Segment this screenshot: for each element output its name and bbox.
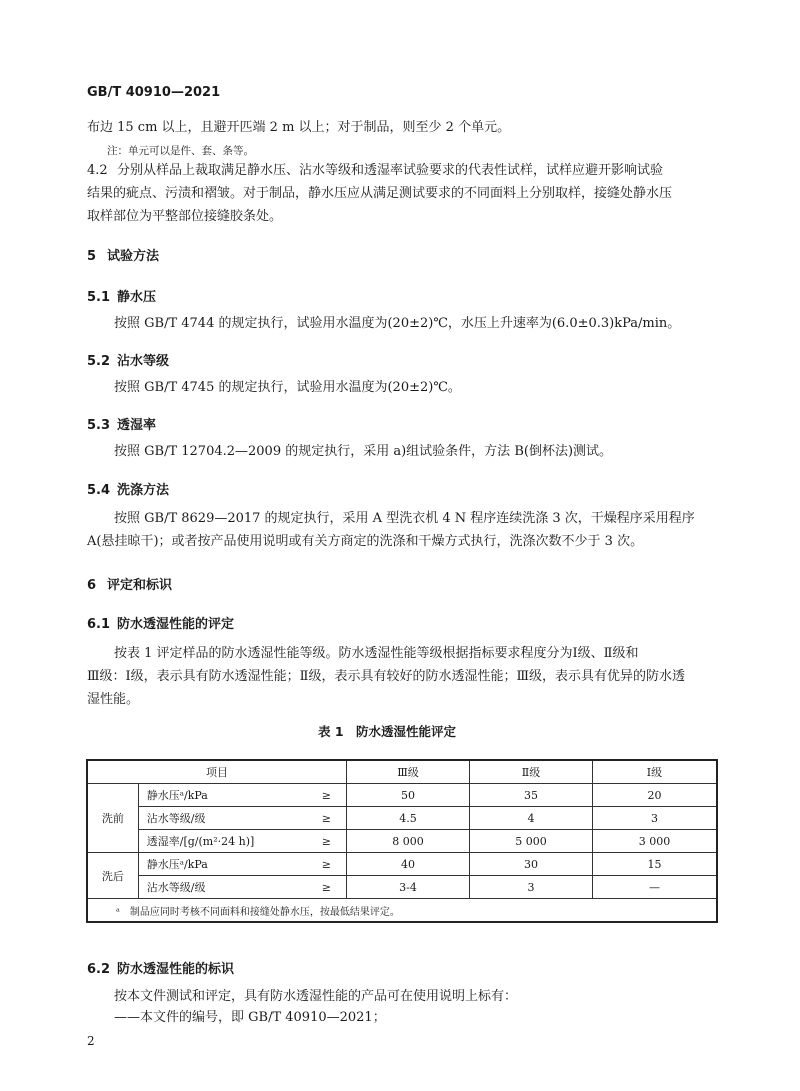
- section-5-1-text: 按照 GB/T 4744 的规定执行，试验用水温度为(20±2)℃，水压上升速率为(6.0±0.3)kPa/min。: [114, 316, 681, 331]
- section-title: 静水压: [117, 290, 157, 305]
- paragraph-line: 布边 15 cm 以上，且避开匹端 2 m 以上；对于制品，则至少 2 个单元。: [87, 120, 511, 135]
- cell-grade-1: 15: [592, 853, 717, 876]
- table-header-row: [87, 760, 717, 784]
- row-item: 静水压ᵃ/kPa: [138, 784, 306, 807]
- table-row: [87, 784, 717, 807]
- cell-grade-3: 8 000: [347, 830, 470, 853]
- ge-symbol: ≥: [307, 784, 347, 807]
- section-title: 防水透湿性能的标识: [117, 962, 235, 977]
- table-footnote: ᵃ 制品应同时考核不同面料和接缝处静水压，按最低结果评定。: [87, 899, 717, 923]
- note: 注：单元可以是件、套、条等。: [107, 145, 254, 157]
- section-5-2-text: 按照 GB/T 4745 的规定执行，试验用水温度为(20±2)℃。: [114, 380, 461, 395]
- header-grade-2: Ⅱ级: [469, 760, 592, 784]
- section-5-heading: [87, 245, 159, 264]
- section-6-1-line2: Ⅲ级：Ⅰ级，表示具有防水透湿性能；Ⅱ级，表示具有较好的防水透湿性能；Ⅲ级，表示具有优异的防水透: [87, 669, 686, 684]
- section-number: 6.1: [87, 617, 111, 632]
- table-row: [87, 807, 717, 830]
- section-title: 沾水等级: [117, 354, 170, 369]
- cell-grade-3: 3-4: [347, 876, 470, 899]
- section-5-2-heading: [87, 350, 169, 369]
- section-5-4-line2: A(悬挂晾干)；或者按产品使用说明或有关方商定的洗涤和干燥方式执行，洗涤次数不少于 3 次。: [87, 534, 644, 549]
- clause-4-2-line1: [87, 160, 663, 182]
- table-row: [87, 876, 717, 899]
- row-item: 沾水等级/级: [138, 807, 306, 830]
- group-before-wash: 洗前: [87, 784, 138, 853]
- row-item: 静水压ᵃ/kPa: [138, 853, 306, 876]
- table-caption: 表 1 防水透湿性能评定: [318, 724, 457, 739]
- ge-symbol: ≥: [307, 876, 347, 899]
- section-number: 5: [87, 249, 97, 264]
- cell-grade-3: 50: [347, 784, 470, 807]
- clause-4-2-line2: 结果的疵点、污渍和褶皱。对于制品，静水压应从满足测试要求的不同面料上分别取样，接缝处静水压: [87, 186, 673, 201]
- table-row: [87, 830, 717, 853]
- section-title: 试验方法: [107, 249, 160, 264]
- section-title: 防水透湿性能的评定: [117, 617, 235, 632]
- section-6-1-line1: 按表 1 评定样品的防水透湿性能等级。防水透湿性能等级根据指标要求程度分为Ⅰ级、Ⅱ级和: [114, 646, 639, 661]
- cell-grade-2: 5 000: [469, 830, 592, 853]
- cell-grade-3: 4.5: [347, 807, 470, 830]
- standard-number: GB/T 40910—2021: [87, 85, 221, 100]
- section-number: 6.2: [87, 962, 111, 977]
- section-number: 5.2: [87, 354, 111, 369]
- cell-grade-2: 3: [469, 876, 592, 899]
- section-5-4-heading: [87, 479, 169, 498]
- ge-symbol: ≥: [307, 807, 347, 830]
- section-number: 6: [87, 578, 97, 593]
- row-item: 沾水等级/级: [138, 876, 306, 899]
- section-number: 5.1: [87, 290, 111, 305]
- cell-grade-2: 30: [469, 853, 592, 876]
- row-item: 透湿率/[g/(m²·24 h)]: [138, 830, 306, 853]
- section-6-2-line2: ——本文件的编号，即 GB/T 40910—2021；: [114, 1010, 386, 1025]
- clause-number: 4.2: [87, 163, 108, 178]
- rating-table: [86, 759, 718, 923]
- header-grade-1: Ⅰ级: [592, 760, 717, 784]
- section-title: 评定和标识: [107, 578, 173, 593]
- cell-grade-1: 3 000: [592, 830, 717, 853]
- header-item: 项目: [87, 760, 347, 784]
- clause-text: 分别从样品上裁取满足静水压、沾水等级和透湿率试验要求的代表性试样，试样应避开影响试验: [117, 163, 664, 178]
- cell-grade-1: 20: [592, 784, 717, 807]
- section-number: 5.4: [87, 483, 111, 498]
- section-5-1-heading: [87, 286, 156, 305]
- section-5-3-heading: [87, 414, 156, 433]
- page-number: 2: [87, 1034, 95, 1048]
- header-grade-3: Ⅲ级: [347, 760, 470, 784]
- section-6-heading: [87, 574, 172, 593]
- section-6-1-line3: 湿性能。: [87, 692, 140, 707]
- group-after-wash: 洗后: [87, 853, 138, 899]
- cell-grade-1: —: [592, 876, 717, 899]
- section-number: 5.3: [87, 418, 111, 433]
- cell-grade-3: 40: [347, 853, 470, 876]
- clause-4-2-line3: 取样部位为平整部位接缝胶条处。: [87, 209, 283, 224]
- cell-grade-2: 4: [469, 807, 592, 830]
- ge-symbol: ≥: [307, 830, 347, 853]
- ge-symbol: ≥: [307, 853, 347, 876]
- cell-grade-2: 35: [469, 784, 592, 807]
- section-6-1-heading: [87, 613, 234, 632]
- section-5-3-text: 按照 GB/T 12704.2—2009 的规定执行，采用 a)组试验条件，方法 B(倒杯法)测试。: [114, 444, 613, 459]
- cell-grade-1: 3: [592, 807, 717, 830]
- section-title: 洗涤方法: [117, 483, 170, 498]
- table-row: [87, 853, 717, 876]
- section-5-4-line1: 按照 GB/T 8629—2017 的规定执行，采用 A 型洗衣机 4 N 程序连续洗涤 3 次，干燥程序采用程序: [114, 511, 695, 526]
- table-footnote-row: [87, 899, 717, 923]
- section-6-2-line1: 按本文件测试和评定，具有防水透湿性能的产品可在使用说明上标有：: [114, 989, 518, 1004]
- section-6-2-heading: [87, 958, 234, 977]
- section-title: 透湿率: [117, 418, 157, 433]
